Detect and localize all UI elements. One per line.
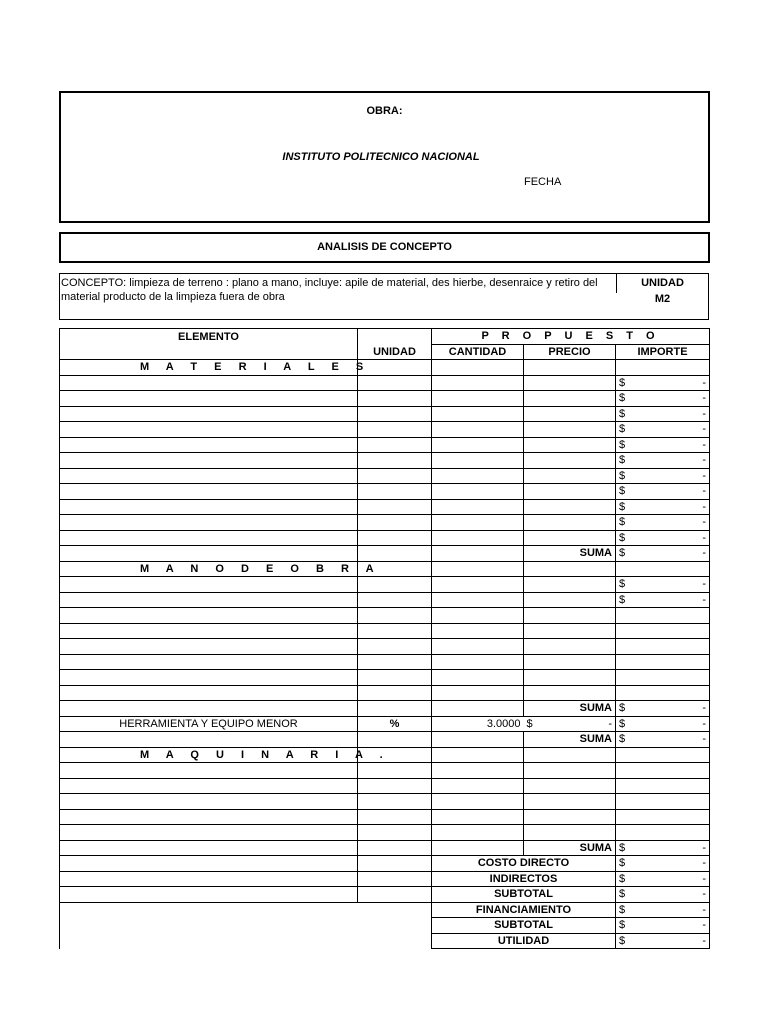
col-unidad: UNIDAD bbox=[358, 344, 432, 360]
table-row bbox=[60, 422, 710, 438]
table-cell bbox=[524, 654, 616, 670]
table-cell bbox=[616, 763, 710, 779]
amount: - bbox=[702, 733, 707, 746]
currency-sign: $ bbox=[619, 857, 626, 870]
amount: - bbox=[702, 469, 707, 482]
table-cell bbox=[432, 437, 524, 453]
table-cell bbox=[524, 391, 616, 407]
header-row-1 bbox=[60, 329, 710, 345]
importe-cell bbox=[616, 437, 710, 453]
utilidad-value bbox=[616, 933, 710, 949]
table-cell bbox=[432, 468, 524, 484]
amount: - bbox=[702, 547, 707, 560]
table-cell bbox=[60, 530, 358, 546]
table-cell bbox=[432, 406, 524, 422]
table-cell bbox=[432, 840, 524, 856]
importe-cell bbox=[616, 515, 710, 531]
table-cell bbox=[358, 530, 432, 546]
table-cell bbox=[524, 406, 616, 422]
table-cell bbox=[60, 732, 358, 748]
table-cell bbox=[616, 654, 710, 670]
amount: - bbox=[702, 578, 707, 591]
table-cell bbox=[432, 670, 524, 686]
utilidad: UTILIDAD bbox=[432, 933, 616, 949]
table-cell bbox=[60, 701, 358, 717]
importe-cell bbox=[616, 406, 710, 422]
currency-sign: $ bbox=[619, 531, 626, 544]
table-cell bbox=[524, 623, 616, 639]
amount: - bbox=[702, 702, 707, 715]
amount: - bbox=[702, 857, 707, 870]
table-cell bbox=[358, 515, 432, 531]
table-row bbox=[60, 670, 710, 686]
table-row bbox=[60, 391, 710, 407]
amount: - bbox=[702, 454, 707, 467]
importe-cell bbox=[616, 468, 710, 484]
table-cell bbox=[60, 871, 358, 887]
herramienta-name: HERRAMIENTA Y EQUIPO MENOR bbox=[60, 716, 358, 732]
currency-sign: $ bbox=[526, 717, 533, 730]
table-cell bbox=[524, 763, 616, 779]
table-cell bbox=[432, 453, 524, 469]
currency-sign: $ bbox=[619, 407, 626, 420]
table-row bbox=[60, 406, 710, 422]
suma-label: SUMA bbox=[524, 840, 616, 856]
table-cell bbox=[432, 499, 524, 515]
amount: - bbox=[702, 376, 707, 389]
table-cell bbox=[358, 577, 432, 593]
table-cell bbox=[432, 561, 524, 577]
table-cell bbox=[432, 530, 524, 546]
table-row bbox=[60, 453, 710, 469]
currency-sign: $ bbox=[619, 485, 626, 498]
table-cell bbox=[616, 794, 710, 810]
currency-sign: $ bbox=[619, 376, 626, 389]
currency-sign: $ bbox=[619, 516, 626, 529]
table-cell bbox=[432, 546, 524, 562]
total-row bbox=[60, 887, 710, 903]
table-cell bbox=[432, 360, 524, 376]
concepto-text: CONCEPTO: limpieza de terreno : plano a mano, incluye: apile de material, des hierbe, desenraice y retiro del material producto de la limpieza fuera de obra bbox=[61, 277, 598, 303]
table-cell bbox=[616, 561, 710, 577]
table-cell bbox=[524, 809, 616, 825]
currency-sign: $ bbox=[619, 423, 626, 436]
table-cell bbox=[358, 639, 432, 655]
table-cell bbox=[616, 809, 710, 825]
amount: - bbox=[702, 516, 707, 529]
col-cantidad: CANTIDAD bbox=[432, 344, 524, 360]
currency-sign: $ bbox=[619, 717, 626, 730]
importe-cell bbox=[616, 577, 710, 593]
currency-sign: $ bbox=[619, 438, 626, 451]
suma-value bbox=[616, 701, 710, 717]
table-cell bbox=[524, 515, 616, 531]
suma-row bbox=[60, 840, 710, 856]
header-blank bbox=[358, 329, 432, 345]
table-cell bbox=[616, 685, 710, 701]
importe-cell bbox=[616, 391, 710, 407]
table-cell bbox=[524, 592, 616, 608]
table-cell bbox=[524, 360, 616, 376]
table-cell bbox=[60, 809, 358, 825]
importe-cell bbox=[616, 375, 710, 391]
table-cell bbox=[524, 778, 616, 794]
suma-value bbox=[616, 732, 710, 748]
table-cell bbox=[616, 778, 710, 794]
table-cell bbox=[358, 623, 432, 639]
table-cell bbox=[432, 623, 524, 639]
suma-label: SUMA bbox=[524, 546, 616, 562]
importe-cell bbox=[616, 530, 710, 546]
currency-sign: $ bbox=[619, 919, 626, 932]
table-row bbox=[60, 685, 710, 701]
amount: - bbox=[702, 934, 707, 947]
section-title: ANALISIS DE CONCEPTO bbox=[59, 232, 710, 263]
financiamiento-value bbox=[616, 902, 710, 918]
table-cell bbox=[60, 825, 358, 841]
suma-value bbox=[616, 546, 710, 562]
suma-label: SUMA bbox=[524, 732, 616, 748]
table-cell bbox=[358, 406, 432, 422]
table-cell bbox=[524, 437, 616, 453]
table-row bbox=[60, 484, 710, 500]
header-box bbox=[59, 91, 710, 223]
currency-sign: $ bbox=[619, 903, 626, 916]
table-cell bbox=[432, 422, 524, 438]
table-cell bbox=[432, 592, 524, 608]
table-row bbox=[60, 468, 710, 484]
table-cell bbox=[524, 685, 616, 701]
table-cell bbox=[524, 639, 616, 655]
table-cell bbox=[60, 639, 358, 655]
table-cell bbox=[60, 484, 358, 500]
table-cell bbox=[616, 670, 710, 686]
table-cell bbox=[358, 608, 432, 624]
table-cell bbox=[432, 515, 524, 531]
table-cell bbox=[524, 747, 616, 763]
table-cell bbox=[358, 732, 432, 748]
table-cell bbox=[524, 484, 616, 500]
suma-label: SUMA bbox=[524, 701, 616, 717]
table-row bbox=[60, 530, 710, 546]
section-mano-de-obra bbox=[60, 561, 710, 577]
table-cell bbox=[432, 794, 524, 810]
table-cell bbox=[432, 701, 524, 717]
table-row bbox=[60, 608, 710, 624]
importe-cell bbox=[616, 453, 710, 469]
currency-sign: $ bbox=[619, 872, 626, 885]
table-cell bbox=[524, 561, 616, 577]
table-cell bbox=[432, 608, 524, 624]
total-row bbox=[60, 856, 710, 872]
table-cell bbox=[60, 437, 358, 453]
currency-sign: $ bbox=[619, 841, 626, 854]
importe-cell bbox=[616, 422, 710, 438]
table-cell bbox=[524, 794, 616, 810]
table-cell bbox=[60, 794, 358, 810]
col-importe: IMPORTE bbox=[616, 344, 710, 360]
table-cell bbox=[616, 825, 710, 841]
table-cell bbox=[60, 422, 358, 438]
table-cell bbox=[432, 763, 524, 779]
table-cell bbox=[358, 825, 432, 841]
section-materiales-label: M A T E R I A L E S bbox=[60, 360, 358, 376]
group-propuesto: P R O P U E S T O bbox=[432, 329, 710, 345]
table-cell bbox=[358, 794, 432, 810]
table-cell bbox=[60, 887, 358, 903]
table-cell bbox=[432, 778, 524, 794]
subtotal-value bbox=[616, 887, 710, 903]
amount: - bbox=[702, 919, 707, 932]
institution-name: INSTITUTO POLITECNICO NACIONAL bbox=[282, 151, 480, 163]
table-row bbox=[60, 375, 710, 391]
table-cell bbox=[524, 577, 616, 593]
table-cell bbox=[432, 809, 524, 825]
obra-label: OBRA: bbox=[366, 105, 403, 117]
table-row bbox=[60, 592, 710, 608]
table-cell bbox=[358, 871, 432, 887]
table-cell bbox=[358, 701, 432, 717]
table-cell bbox=[358, 437, 432, 453]
table-cell bbox=[358, 592, 432, 608]
importe-cell bbox=[616, 592, 710, 608]
table-cell bbox=[60, 670, 358, 686]
table-cell bbox=[432, 685, 524, 701]
table-cell bbox=[358, 546, 432, 562]
table-cell bbox=[60, 685, 358, 701]
table-cell bbox=[60, 453, 358, 469]
total-row bbox=[60, 902, 710, 918]
table-cell bbox=[524, 422, 616, 438]
subtotal-2: SUBTOTAL bbox=[432, 918, 616, 934]
suma-row bbox=[60, 546, 710, 562]
table-row bbox=[60, 763, 710, 779]
indirectos-value bbox=[616, 871, 710, 887]
currency-sign: $ bbox=[619, 547, 626, 560]
currency-sign: $ bbox=[619, 392, 626, 405]
table-cell bbox=[60, 608, 358, 624]
table-cell bbox=[60, 406, 358, 422]
currency-sign: $ bbox=[619, 934, 626, 947]
table-cell bbox=[358, 887, 432, 903]
table-cell bbox=[358, 763, 432, 779]
table-cell bbox=[358, 840, 432, 856]
table-cell bbox=[524, 499, 616, 515]
total-row bbox=[60, 871, 710, 887]
table-cell bbox=[358, 468, 432, 484]
table-cell bbox=[60, 654, 358, 670]
table-cell bbox=[60, 499, 358, 515]
table-cell bbox=[358, 856, 432, 872]
table-cell bbox=[60, 468, 358, 484]
amount: - bbox=[702, 438, 707, 451]
table-row bbox=[60, 437, 710, 453]
table-cell bbox=[60, 515, 358, 531]
table-cell bbox=[616, 608, 710, 624]
table-row bbox=[60, 515, 710, 531]
suma-value bbox=[616, 840, 710, 856]
table-cell bbox=[358, 484, 432, 500]
table-cell bbox=[60, 856, 358, 872]
amount: - bbox=[608, 717, 612, 730]
table-cell bbox=[60, 375, 358, 391]
table-cell bbox=[60, 763, 358, 779]
amount: - bbox=[702, 872, 707, 885]
table-cell bbox=[524, 468, 616, 484]
herramienta-precio bbox=[524, 716, 616, 732]
table-cell bbox=[432, 375, 524, 391]
amount: - bbox=[702, 423, 707, 436]
importe-cell bbox=[616, 716, 710, 732]
table-cell bbox=[60, 546, 358, 562]
table-row bbox=[60, 825, 710, 841]
herramienta-unidad: % bbox=[358, 716, 432, 732]
table-cell bbox=[616, 623, 710, 639]
table-cell bbox=[432, 654, 524, 670]
table-cell bbox=[432, 484, 524, 500]
amount: - bbox=[702, 717, 707, 730]
costo-directo-value bbox=[616, 856, 710, 872]
subtotal-2-value bbox=[616, 918, 710, 934]
amount: - bbox=[702, 531, 707, 544]
table-cell bbox=[358, 654, 432, 670]
table-cell bbox=[60, 592, 358, 608]
section-materiales bbox=[60, 360, 710, 376]
table-cell bbox=[524, 453, 616, 469]
table-cell bbox=[358, 685, 432, 701]
table-cell bbox=[524, 670, 616, 686]
table-cell bbox=[358, 375, 432, 391]
table-cell bbox=[358, 778, 432, 794]
table-cell bbox=[524, 530, 616, 546]
amount: - bbox=[702, 500, 707, 513]
importe-cell bbox=[616, 499, 710, 515]
table-cell bbox=[358, 391, 432, 407]
table-row bbox=[60, 639, 710, 655]
section-maquinaria-label: M A Q U I N A R I A . bbox=[60, 747, 358, 763]
table-row bbox=[60, 499, 710, 515]
table-row bbox=[60, 654, 710, 670]
table-cell bbox=[358, 670, 432, 686]
table-cell bbox=[60, 902, 432, 949]
herramienta-row bbox=[60, 716, 710, 732]
table-cell bbox=[60, 577, 358, 593]
table-row bbox=[60, 794, 710, 810]
amount: - bbox=[702, 485, 707, 498]
table-cell bbox=[524, 825, 616, 841]
table-row bbox=[60, 809, 710, 825]
table-cell bbox=[524, 375, 616, 391]
indirectos: INDIRECTOS bbox=[432, 871, 616, 887]
amount: - bbox=[702, 888, 707, 901]
analysis-table bbox=[59, 328, 710, 949]
section-mano-de-obra-label: M A N O D E O B R A bbox=[60, 561, 358, 577]
amount: - bbox=[702, 407, 707, 420]
table-cell bbox=[616, 639, 710, 655]
financiamiento: FINANCIAMIENTO bbox=[432, 902, 616, 918]
herramienta-cantidad: 3.0000 bbox=[432, 716, 524, 732]
amount: - bbox=[702, 841, 707, 854]
header-blank bbox=[60, 344, 358, 360]
amount: - bbox=[702, 903, 707, 916]
currency-sign: $ bbox=[619, 702, 626, 715]
table-cell bbox=[358, 453, 432, 469]
table-cell bbox=[432, 732, 524, 748]
importe-cell bbox=[616, 484, 710, 500]
table-cell bbox=[432, 747, 524, 763]
table-cell bbox=[358, 809, 432, 825]
currency-sign: $ bbox=[619, 454, 626, 467]
table-cell bbox=[60, 391, 358, 407]
currency-sign: $ bbox=[619, 888, 626, 901]
table-cell bbox=[432, 391, 524, 407]
suma-row bbox=[60, 701, 710, 717]
amount: - bbox=[702, 593, 707, 606]
currency-sign: $ bbox=[619, 469, 626, 482]
unidad-value: M2 bbox=[654, 293, 671, 305]
table-cell bbox=[616, 747, 710, 763]
table-cell bbox=[60, 623, 358, 639]
table-row bbox=[60, 623, 710, 639]
suma-row bbox=[60, 732, 710, 748]
table-cell bbox=[432, 577, 524, 593]
col-elemento: ELEMENTO bbox=[60, 329, 358, 345]
table-cell bbox=[432, 825, 524, 841]
col-precio: PRECIO bbox=[524, 344, 616, 360]
amount: - bbox=[702, 392, 707, 405]
currency-sign: $ bbox=[619, 593, 626, 606]
unidad-label: UNIDAD bbox=[641, 277, 684, 289]
table-cell bbox=[524, 608, 616, 624]
table-cell bbox=[60, 840, 358, 856]
table-cell bbox=[358, 499, 432, 515]
table-row bbox=[60, 577, 710, 593]
table-cell bbox=[616, 360, 710, 376]
section-maquinaria bbox=[60, 747, 710, 763]
table-cell bbox=[358, 422, 432, 438]
concepto-box bbox=[59, 273, 709, 320]
currency-sign: $ bbox=[619, 500, 626, 513]
currency-sign: $ bbox=[619, 733, 626, 746]
fecha-label: FECHA bbox=[524, 176, 562, 188]
table-cell bbox=[432, 639, 524, 655]
table-row bbox=[60, 778, 710, 794]
currency-sign: $ bbox=[619, 578, 626, 591]
subtotal: SUBTOTAL bbox=[432, 887, 616, 903]
costo-directo: COSTO DIRECTO bbox=[432, 856, 616, 872]
header-row-2 bbox=[60, 344, 710, 360]
table-cell bbox=[60, 778, 358, 794]
